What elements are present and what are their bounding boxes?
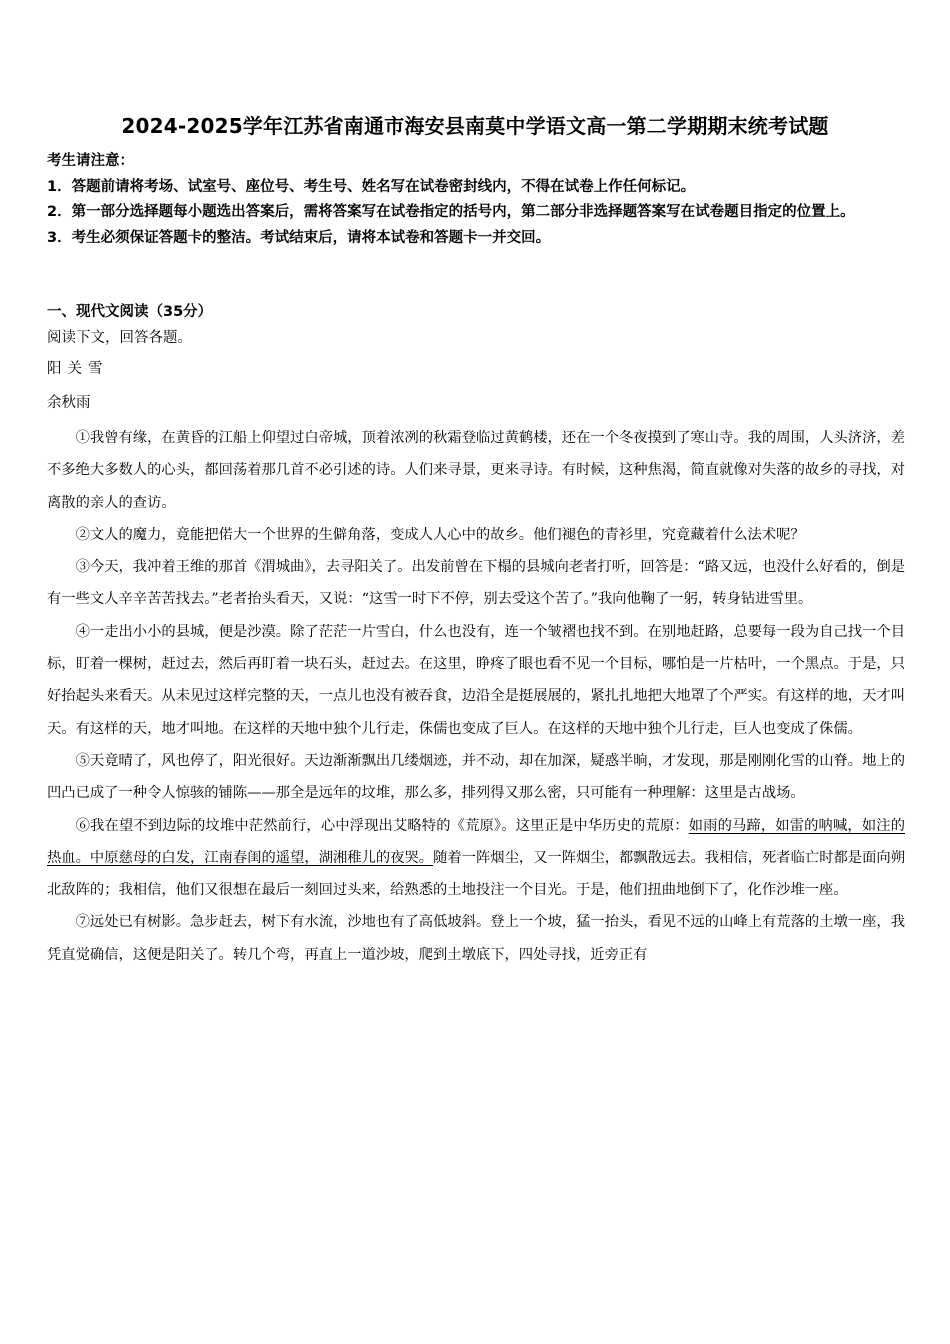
candidate-notice bbox=[47, 149, 905, 251]
paragraph-text: 随着一阵烟尘，又一阵烟尘，都飘散远去。我相信，死者临亡时都是面向朔北敌阵的；我相信，他们又很想在最后一刻回过头来，给熟悉的土地投注一个目光。于是，他们扭曲地倒下了，化作沙堆一座。 bbox=[47, 849, 906, 899]
exam-title: 2024-2025学年江苏省南通市海安县南莫中学语文高一第二学期期末统考试题 bbox=[121, 114, 829, 138]
essay-body bbox=[47, 422, 905, 971]
essay-paragraph: ④一走出小小的县城，便是沙漠。除了茫茫一片雪白，什么也没有，连一个皱褶也找不到。在别地赶路，总要每一段为自己找一个目标，盯着一棵树，赶过去，然后再盯着一块石头，赶过去。在这里，睁疼了眼也看不见一个目标，哪怕是一片枯叶，一个黑点。于是，只好抬起头来看天。从未见过这样完整的天，一点儿也没有被吞食，边沿全是挺展展的，紧扎扎地把大地罩了个严实。有这样的地，天才叫天。有这样的天，地才叫地。在这样的天地中独个儿行走，侏儒也变成了巨人。在这样的天地中独个儿行走，巨人也变成了侏儒。 bbox=[47, 623, 905, 737]
reading-section bbox=[47, 299, 905, 351]
paragraph-text: ⑥我在望不到边际的坟堆中茫然前行，心中浮现出艾略特的《荒原》。这里正是中华历史的荒原： bbox=[75, 817, 689, 834]
essay-author: 余秋雨 bbox=[47, 395, 91, 411]
essay-paragraph: ③今天，我冲着王维的那首《渭城曲》，去寻阳关了。出发前曾在下榻的县城向老者打听，回答是：“路又远，也没什么好看的，倒是有一些文人辛辛苦苦找去。”老者抬头看天，又说：“这雪一时下不停，别去受这个苦了。”我向他鞠了一躬，转身钻进雪里。 bbox=[47, 559, 905, 608]
notice-item: 3．考生必须保证答题卡的整洁。考试结束后，请将本试卷和答题卡一并交回。 bbox=[47, 229, 551, 246]
notice-heading: 考生请注意： bbox=[47, 153, 134, 169]
section-instruction: 阅读下文，回答各题。 bbox=[47, 330, 192, 346]
notice-item: 2．第一部分选择题每小题选出答案后，需将答案写在试卷指定的括号内，第二部分非选择题答案写在试卷题目指定的位置上。 bbox=[47, 204, 855, 220]
essay-paragraph: ②文人的魔力，竟能把偌大一个世界的生僻角落，变成人人心中的故乡。他们褪色的青衫里，究竟藏着什么法术呢？ bbox=[75, 526, 805, 543]
essay-paragraph: ⑤天竟晴了，风也停了，阳光很好。天边渐渐飘出几缕烟迹，并不动，却在加深，疑惑半晌，才发现，那是刚刚化雪的山脊。地上的凹凸已成了一种令人惊骇的铺陈——那全是远年的坟堆，那么多，排列得又那么密，只可能有一种理解：这里是古战场。 bbox=[47, 752, 905, 802]
notice-item: 1．答题前请将考场、试室号、座位号、考生号、姓名写在试卷密封线内，不得在试卷上作任何标记。 bbox=[47, 178, 696, 195]
underlined-passage: 如雨的马蹄，如雷的呐喊，如注的热血。中原慈母的白发，江南春闺的遥望，湖湘稚儿的夜哭。 bbox=[47, 817, 905, 866]
essay-paragraph: ①我曾有缘，在黄昏的江船上仰望过白帝城，顶着浓冽的秋霜登临过黄鹤楼，还在一个冬夜摸到了寒山寺。我的周围，人头济济，差不多绝大多数人的心头，都回荡着那几首不必引述的诗。人们来寻景，更来寻诗。有时候，这种焦渴，简直就像对失落的故乡的寻找，对离散的亲人的查访。 bbox=[47, 430, 905, 511]
section-heading: 一、现代文阅读（35分） bbox=[47, 304, 213, 320]
essay-paragraph bbox=[47, 810, 905, 907]
essay-title: 阳关雪 bbox=[47, 361, 109, 377]
essay-paragraph: ⑦远处已有树影。急步赶去，树下有水流，沙地也有了高低坡斜。登上一个坡，猛一抬头，看见不远的山峰上有荒落的土墩一座，我凭直觉确信，这便是阳关了。转几个弯，再直上一道沙坡，爬到土墩底下，四处寻找，近旁正有 bbox=[47, 914, 905, 963]
